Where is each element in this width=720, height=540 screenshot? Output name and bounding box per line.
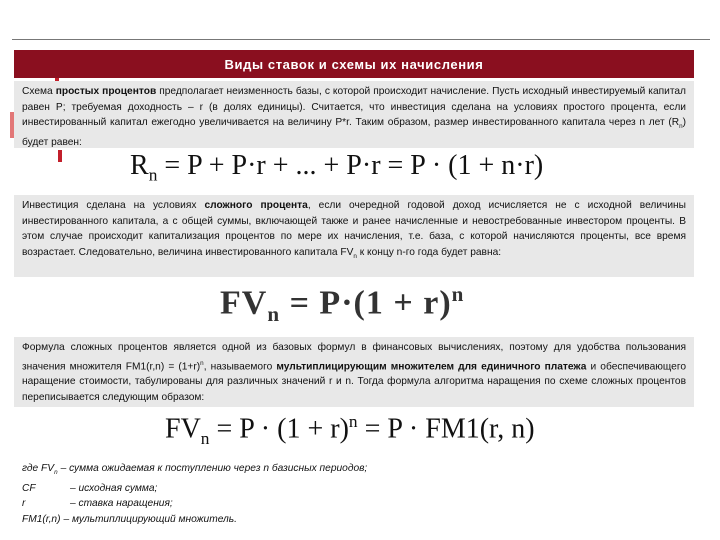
- multiplier-text: Формула сложных процентов является одной из базовых формул в финансовых вычислениях, поэтому для удобства пользования значения множителя $FM1(r,n) = (1+r)^n$, называемого мультиплицирующим множителем для единичного платежа и обеспечивающего наращение стоимости, табулированы для различных значений r и n. Тогда формула алгоритма наращения по схеме сложных процентов переписывается следующим образом:: [14, 337, 694, 407]
- future-value-formula: $FV_n = P \cdot (1 + r)^n = P \cdot FM1(r$, n): [165, 412, 535, 448]
- legend-item: где $FV_n$ – сумма ожидаемая к поступлению через n базисных периодов;: [22, 463, 368, 477]
- legend-item: FM1(r,n) – мультиплицирующий множитель.: [22, 513, 237, 525]
- compound-interest-text: Инвестиция сделана на условиях сложного процента, если очередной годовой доход исчисляется не с исходной величины инвестированного капитала, а с общей суммы, включающей также и ранее начисленные и невостребованные инвестором проценты. В этом случае происходит капитализация процентов по мере их начисления, т.е. база, с которой начисляются проценты, все время возрастает. Следовательно, величина инвестированного капитала $FV_n$ к концу n-го года будет равна:: [14, 195, 694, 277]
- compound-interest-formula: $FV_n = P\cdot(1 + r)^n$: [220, 282, 465, 327]
- simple-interest-text: Схема простых процентов предполагает неизменность базы, с которой происходит начисление. Пусть исходный инвестируемый капитал равен P; требуемая доходность – r (в долях единицы). Считается, что инвестиция сделана на условиях простого процента, если инвестированный капитал ежегодно увеличивается на величину P*r. Таким образом, размер инвестированного капитала через n лет $(R_n)$ будет равен:: [14, 81, 694, 148]
- slide-title: Виды ставок и схемы их начисления: [14, 50, 694, 78]
- top-divider: [12, 39, 710, 40]
- simple-interest-formula: $R_n = P + P\cdot r$ + ... + P·r = P · (1 + n·r): [130, 150, 544, 185]
- decor-bar: [58, 150, 62, 162]
- legend-item: r – ставка наращения;: [22, 498, 173, 510]
- variable-legend: [22, 461, 622, 527]
- legend-item: CF – исходная сумма;: [22, 482, 158, 494]
